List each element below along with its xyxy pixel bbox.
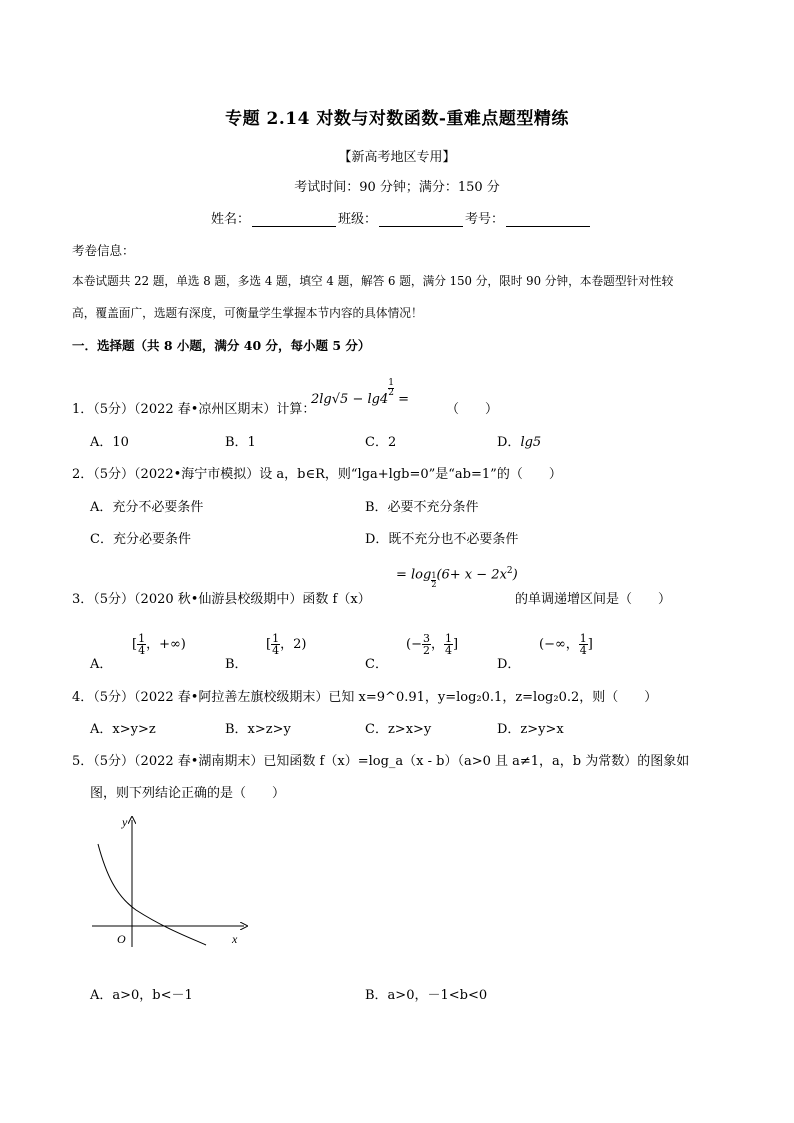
q1-option-d[interactable]: D．lg5 [497,435,542,450]
q2-option-c[interactable]: C．充分必要条件 [90,532,191,547]
q1-paren: （ ） [446,402,499,417]
graph-y-label: y [122,815,128,829]
name-field[interactable] [252,214,336,227]
q4-stem: 4．（5分）（2022 春•阿拉善左旗校级期末）已知 x=9^0.91，y=log₂0.1，z=log₂0.2，则（ ） [72,690,658,705]
q3-option-d[interactable]: (−∞， $\frac{1}{4}$ ] [539,632,593,657]
page-title: 专题 2.14 对数与对数函数-重难点题型精练 [225,109,569,129]
q2-option-d[interactable]: D．既不充分也不必要条件 [365,532,519,547]
q3-option-b-label[interactable]: B． [225,657,248,672]
q5-graph [84,812,254,952]
q4-option-a[interactable]: A．x>y>z [90,722,156,737]
section-heading: 一．选择题（共 8 小题，满分 40 分，每小题 5 分） [72,338,371,353]
graph-origin-label: O [117,932,126,946]
q5-stem-line-1: 5．（5分）（2022 春•湖南期末）已知函数 f（x）=log_a（x - b）（a>0 且 a≠1，a，b 为常数）的图象如 [72,754,690,769]
q5-option-a[interactable]: A．a>0，b<－1 [90,988,193,1003]
q3-option-a-label[interactable]: A． [90,657,113,672]
q1-option-b[interactable]: B．1 [225,435,256,450]
class-label: 班级： [338,212,378,227]
q4-option-c[interactable]: C．z>x>y [365,722,432,737]
q3-formula: = log $\frac{1}{2}$ $(6+ x - 2x^2)$ [396,566,518,590]
id-field[interactable] [506,214,590,227]
q4-option-d[interactable]: D．z>y>x [497,722,564,737]
q1-option-c[interactable]: C．2 [365,435,397,450]
region-label: 【新高考地区专用】 [338,150,456,165]
q5-option-b[interactable]: B．a>0，－1<b<0 [365,988,488,1003]
exam-info: 考试时间：90 分钟；满分：150 分 [294,180,500,195]
q3-stem: 3．（5分）（2020 秋•仙游县校级期中）函数 f（x） [72,592,371,607]
q3-option-d-label[interactable]: D． [497,657,521,672]
student-fields [211,208,592,227]
q4-option-b[interactable]: B．x>z>y [225,722,291,737]
info-line-2: 高，覆盖面广，选题有深度，可衡量学生掌握本节内容的具体情况！ [72,306,423,320]
q3-option-b[interactable]: [ $\frac{1}{4}$ ，2) [266,632,307,657]
q2-stem: 2．（5分）（2022•海宁市模拟）设 a，b∈R，则“lga+lgb=0”是“ab=1”的（ ） [72,467,562,482]
q5-stem-line-2: 图，则下列结论正确的是（ ） [90,786,286,801]
name-label: 姓名： [211,212,251,227]
q3-option-c-label[interactable]: C． [365,657,388,672]
q2-option-b[interactable]: B．必要不充分条件 [365,500,479,515]
class-field[interactable] [379,214,463,227]
graph-x-label: x [232,932,238,946]
q1-stem: 1．（5分）（2022 春•凉州区期末）计算： [72,402,316,417]
q2-option-a[interactable]: A．充分不必要条件 [90,500,204,515]
info-heading: 考卷信息： [72,243,135,258]
q3-suffix: 的单调递增区间是（ ） [515,592,672,607]
q3-option-a[interactable]: [ $\frac{1}{4}$ ，+∞) [132,632,186,657]
q3-option-c[interactable]: (− $\frac{3}{2}$ ， $\frac{1}{4}$ ] [406,632,459,657]
q1-option-a[interactable]: A．10 [90,435,129,450]
id-label: 考号： [465,212,505,227]
function-curve [98,844,206,945]
info-line-1: 本卷试题共 22 题，单选 8 题，多选 4 题，填空 4 题，解答 6 题，满分 150 分，限时 90 分钟，本卷题型针对性较 [72,274,674,288]
q1-formula: 2lg√5 − lg4 $\frac{1}{2}$ = [311,378,409,407]
